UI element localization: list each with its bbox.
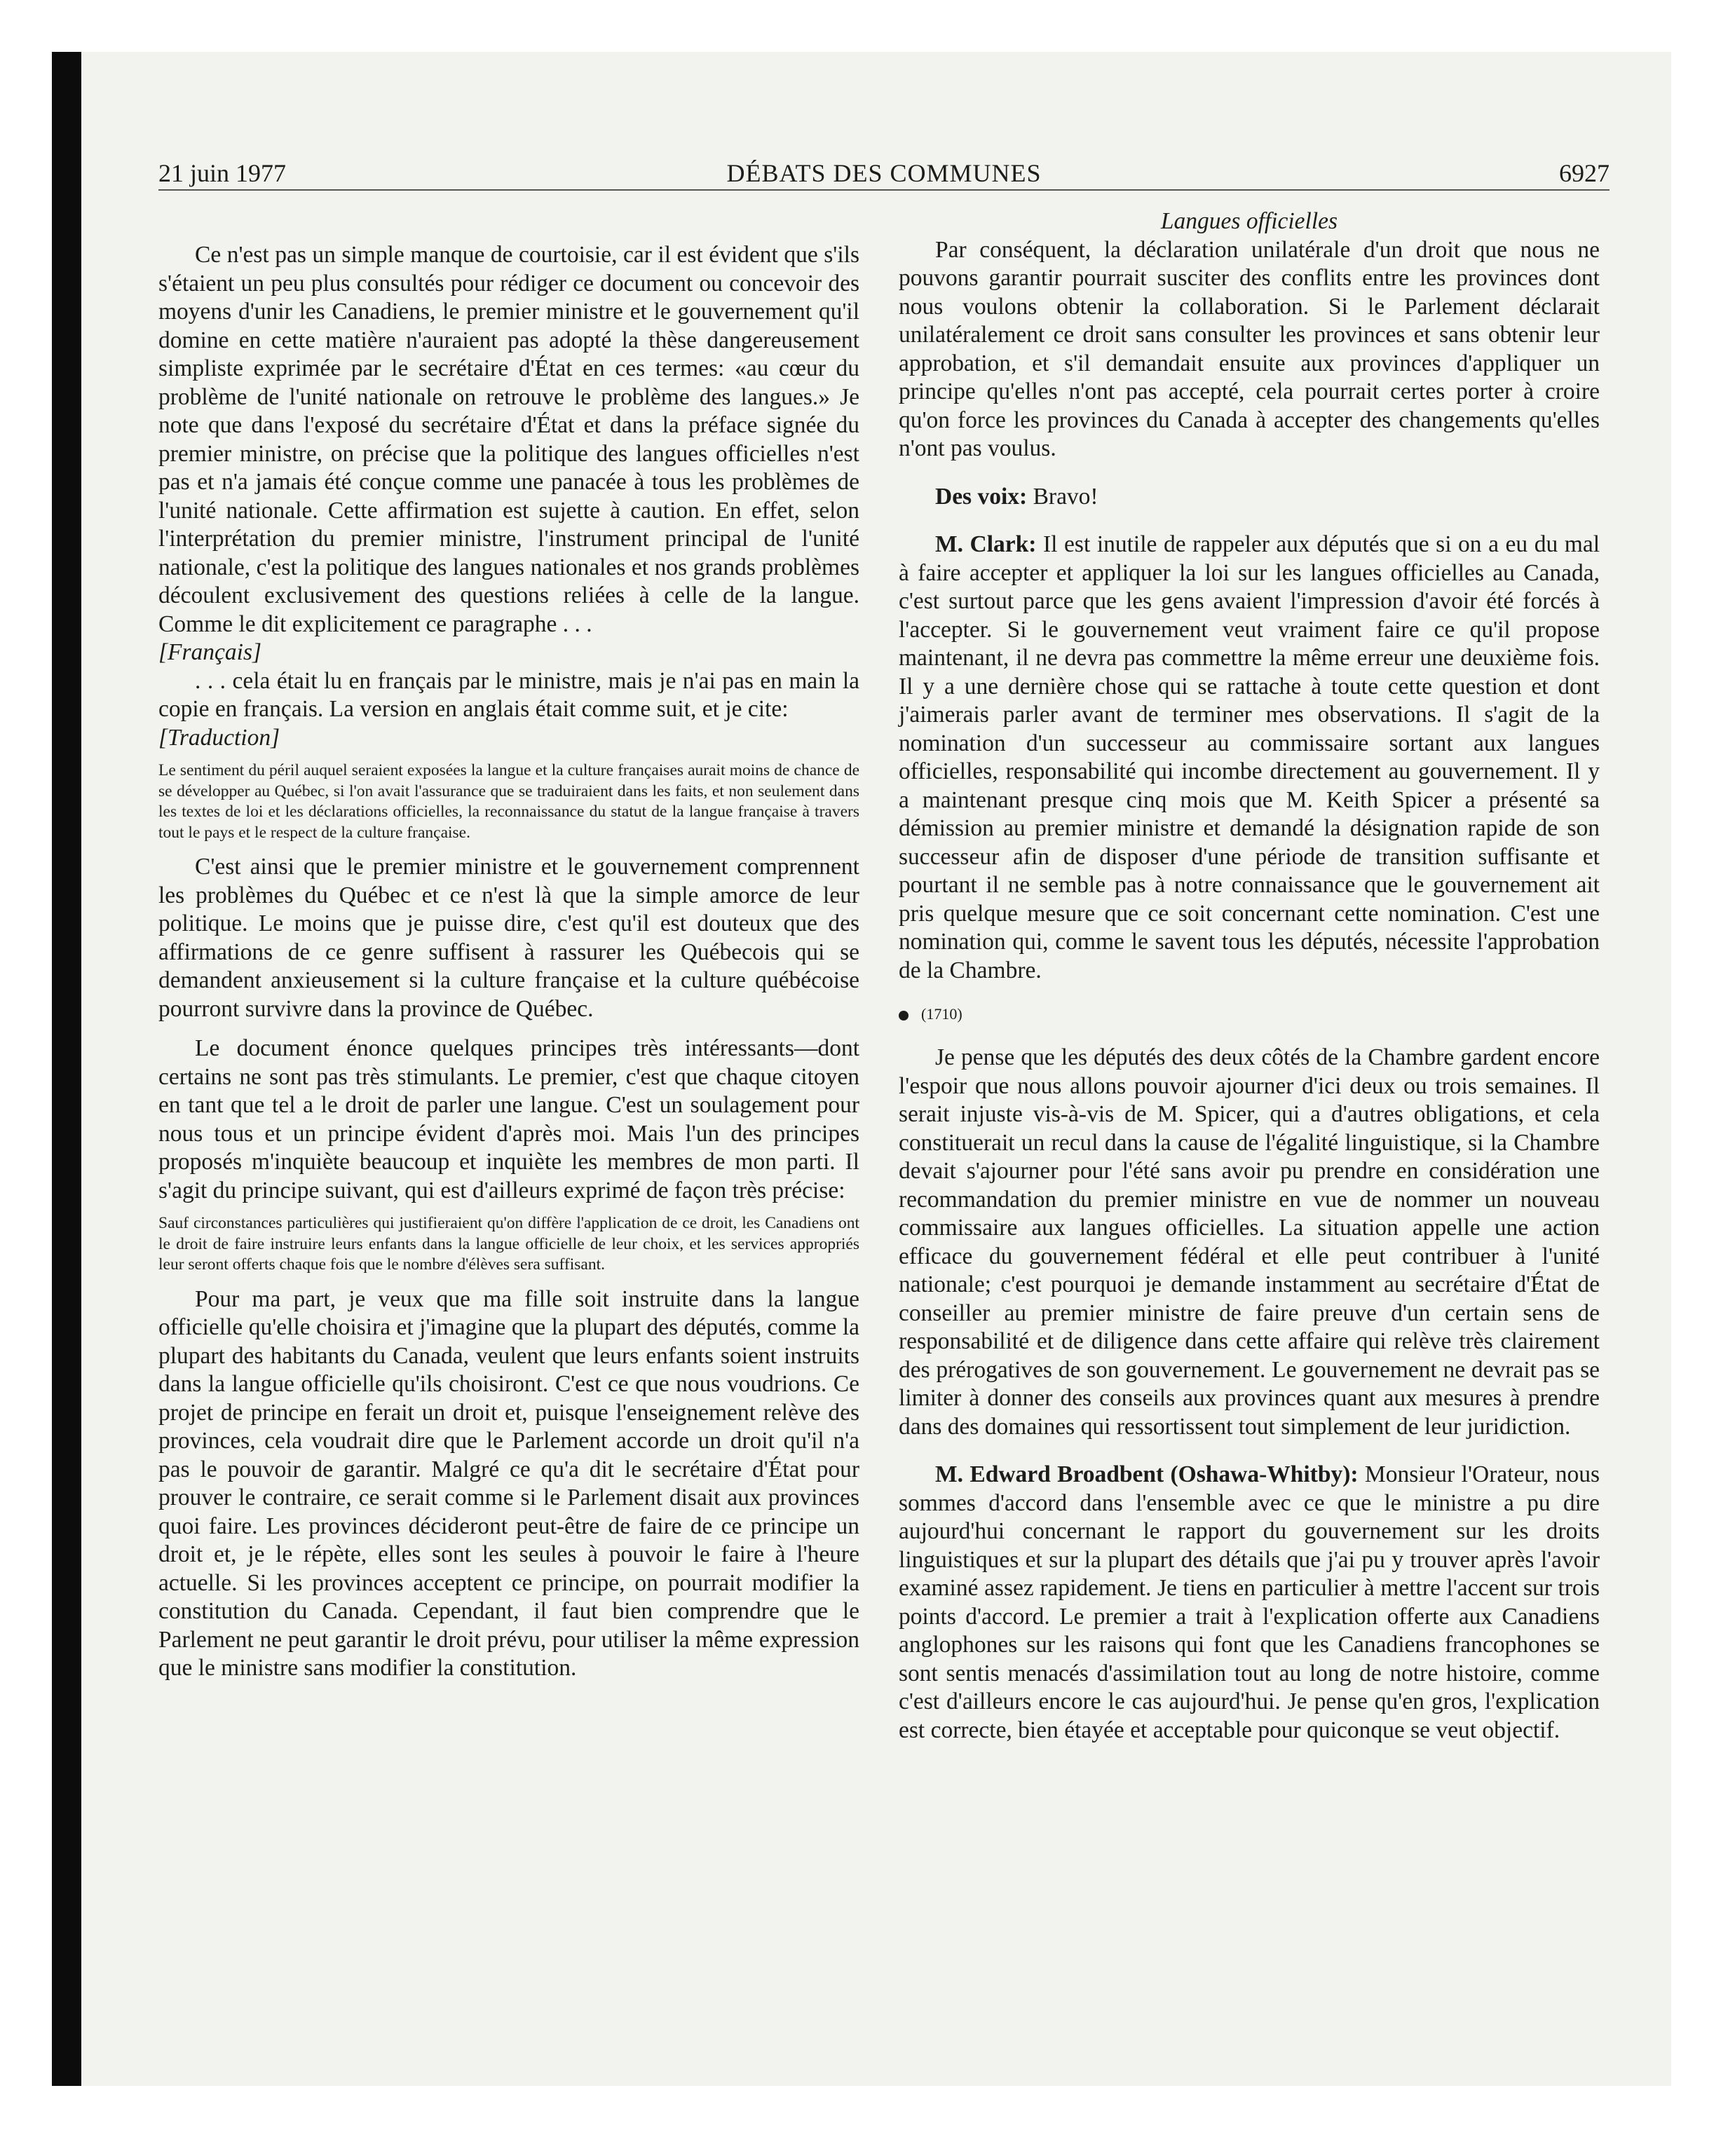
header-page-number: 6927: [1559, 159, 1610, 187]
block-quote: Le sentiment du péril auquel seraient exposées la langue et la culture françaises aurait moins de chance de se développer au Québec, si l'on avait l'assurance que se traduiraient dans les faits, et non seulement dans les textes de loi et les déclarations officielles, la reconnaissance du statut de la langue française à travers tout le pays et le respect de la culture française.: [158, 761, 859, 842]
speech-text: Il est inutile de rappeler aux députés que si on a eu du mal à faire accepter et appliquer la loi sur les langues officielles au Canada, c'est surtout parce que les gens avaient l'impression d'avoir été forcés à l'accepter. Si le gouvernement veut vraiment faire ce qu'il propose maintenant, il ne devra pas commettre la même erreur une deuxième fois. Il y a une dernière chose qui se rattache à toute cette question et dont j'aimerais parler avant de terminer mes observations. Il s'agit de la nomination d'un successeur au commissaire sortant aux langues officielles, responsabilité qui incombe directement au gouvernement. Il y a maintenant presque cinq mois que M. Keith Spicer a présenté sa démission au premier ministre et demandé la désignation rapide de son successeur afin de disposer d'une période de transition suffisante et pourtant il ne semble pas à notre connaissance que le gouvernement ait pris quelque mesure que ce soit concernant cette nomination. C'est une nomination qui, comme le savent tous les députés, nécessite l'approbation de la Chambre.: [899, 531, 1600, 983]
language-tag-traduction: [Traduction]: [158, 724, 280, 751]
paragraph: . . . cela était lu en français par le ministre, mais je n'ai pas en main la copie en français. La version en anglais était comme suit, et je cite:: [158, 667, 859, 722]
header-date: 21 juin 1977: [158, 159, 287, 187]
paragraph: Le document énonce quelques principes très intéressants—dont certains ne sont pas très stimulants. Le premier, c'est que chaque citoyen en tant que tel a le droit de parler une langue. C'est un soulagement pour nous tous et un principe évident d'après moi. Mais l'un des principes proposés m'inquiète beaucoup et inquiète les membres de mon parti. Il s'agit du principe suivant, qui est d'ailleurs exprimé de façon très précise:: [158, 1035, 859, 1203]
left-column: [158, 241, 859, 1683]
interjection-text: Bravo!: [1033, 483, 1098, 510]
header-title: DÉBATS DES COMMUNES: [726, 159, 1042, 187]
speech-clark: [899, 531, 1600, 985]
paragraph: Par conséquent, la déclaration unilatérale d'un droit que nous ne pouvons garantir pourrait susciter des conflits entre les provinces dont nous voulons obtenir la collaboration. Si le Parlement déclarait unilatéralement ce droit sans consulter les provinces et sans obtenir leur approbation, et s'il demandait ensuite aux provinces d'appliquer un principe qu'elles n'ont pas accepté, cela pourrait certes porter à croire qu'on force les provinces du Canada à accepter des changements qu'elles n'ont pas voulus.: [899, 236, 1600, 461]
paragraph: Je pense que les députés des deux côtés de la Chambre gardent encore l'espoir que nous allons pouvoir ajourner d'ici deux ou trois semaines. Il serait injuste vis-à-vis de M. Spicer, qui a d'autres obligations, et cela constituerait un recul dans la cause de l'égalité linguistique, si la Chambre devait s'ajourner pour l'été sans avoir pu prendre en considération une recommandation du premier ministre en vue de nommer un nouveau commissaire aux langues officielles. La situation appelle une action efficace du gouvernement fédéral et elle peut contribuer à l'unité nationale; c'est pourquoi je demande instamment au secrétaire d'État de conseiller au premier ministre de faire preuve d'un certain sens de responsabilité et de diligence dans cette affaire qui relève très clairement des prérogatives de son gouvernement. Le gouvernement ne devrait pas se limiter à donner des conseils aux provinces quant aux mesures à prendre dans des domaines qui ressortissent tout simplement de leur juridiction.: [899, 1044, 1600, 1440]
speech-broadbent: [899, 1461, 1600, 1745]
interjection: [899, 483, 1600, 512]
language-tag-francais: [Français]: [158, 639, 262, 665]
speech-text: Monsieur l'Orateur, nous sommes d'accord dans l'ensemble avec ce que le ministre a pu dire aujourd'hui concernant le rapport du gouvernement sur les droits linguistiques et sur la plupart des détails que j'ai pu y trouver après l'avoir examiné assez rapidement. Je tiens en particulier à mettre l'accent sur trois points d'accord. Le premier a trait à l'explication offerte aux Canadiens anglophones sur les raisons qui font que les Canadiens francophones se sont sentis menacés d'assimilation tout au long de notre histoire, comme c'est d'ailleurs encore le cas aujourd'hui. Je pense qu'en gros, l'explication est correcte, bien étayée et acceptable pour quiconque se veut objectif.: [899, 1461, 1600, 1743]
paragraph: Ce n'est pas un simple manque de courtoisie, car il est évident que s'ils s'étaient un peu plus consultés pour rédiger ce document ou concevoir des moyens d'unir les Canadiens, le premier ministre et le gouvernement qu'il domine en cette matière n'auraient pas adopté la thèse dangereusement simpliste exprimée par le secrétaire d'État en ces termes: «au cœur du problème de l'unité nationale on retrouve le problème des langues.» Je note que dans l'exposé du secrétaire d'État et dans la préface signée du premier ministre, on précise que la politique des langues officielles n'est pas et n'a jamais été conçue comme une panacée à tous les problèmes de l'unité nationale. Cette affirmation est sujette à caution. En effet, selon l'interprétation du premier ministre, l'instrument principal de l'unité nationale, c'est la politique des langues nationales et nos grands problèmes découlent exclusivement des questions reliées à celle de la langue. Comme le dit explicitement ce paragraphe . . .: [158, 242, 859, 637]
time-marker: [899, 1000, 1600, 1028]
paragraph: Pour ma part, je veux que ma fille soit instruite dans la langue officielle qu'elle choisira et j'imagine que la plupart des députés, comme la plupart des habitants du Canada, veulent que leurs enfants soient instruits dans la langue officielle qu'ils choisiront. C'est ce que nous voudrions. Ce projet de principe en ferait un droit et, puisque l'enseignement relève des provinces, cela voudrait dire que le Parlement accorde un droit qu'il n'a pas le pouvoir de garantir. Malgré ce qu'a dit le secrétaire d'État pour prouver le contraire, ce serait comme si le Parlement disait aux provinces quoi faire. Les provinces décideront peut-être de faire de ce principe un droit et, je le répète, elles sont les seules à pouvoir le faire à l'heure actuelle. Si les provinces acceptent ce principe, on pourrait modifier la constitution du Canada. Cependant, il faut bien comprendre que le Parlement ne peut garantir le droit prévu, pour utiliser la même expression que le ministre sans modifier la constitution.: [158, 1285, 859, 1681]
time-marker-label: (1710): [921, 1005, 962, 1023]
paragraph: C'est ainsi que le premier ministre et le gouvernement comprennent les problèmes du Québec et ce n'est là que la simple amorce de leur politique. Le moins que je puisse dire, c'est qu'il est douteux que des affirmations de ce genre suffisent à rassurer les Québecois qui se demandent anxieusement si la culture française et la culture québécoise pourront survivre dans la province de Québec.: [158, 854, 859, 1022]
page-header: [158, 156, 1610, 191]
section-title: Langues officielles: [1160, 208, 1338, 234]
right-column: [899, 207, 1600, 1745]
bullet-icon: [899, 1011, 909, 1021]
speaker-name: Des voix:: [935, 483, 1028, 510]
scan-binding-edge: [52, 52, 81, 2086]
speaker-name: M. Edward Broadbent (Oshawa-Whitby):: [935, 1461, 1359, 1487]
speaker-name: M. Clark:: [935, 531, 1037, 557]
block-quote: Sauf circonstances particulières qui justifieraient qu'on diffère l'application de ce droit, les Canadiens ont le droit de faire instruire leurs enfants dans la langue officielle de leur choix, et les services appropriés leur seront offerts chaque fois que le nombre d'élèves sera suffisant.: [158, 1214, 859, 1274]
header-rule: [158, 189, 1610, 191]
